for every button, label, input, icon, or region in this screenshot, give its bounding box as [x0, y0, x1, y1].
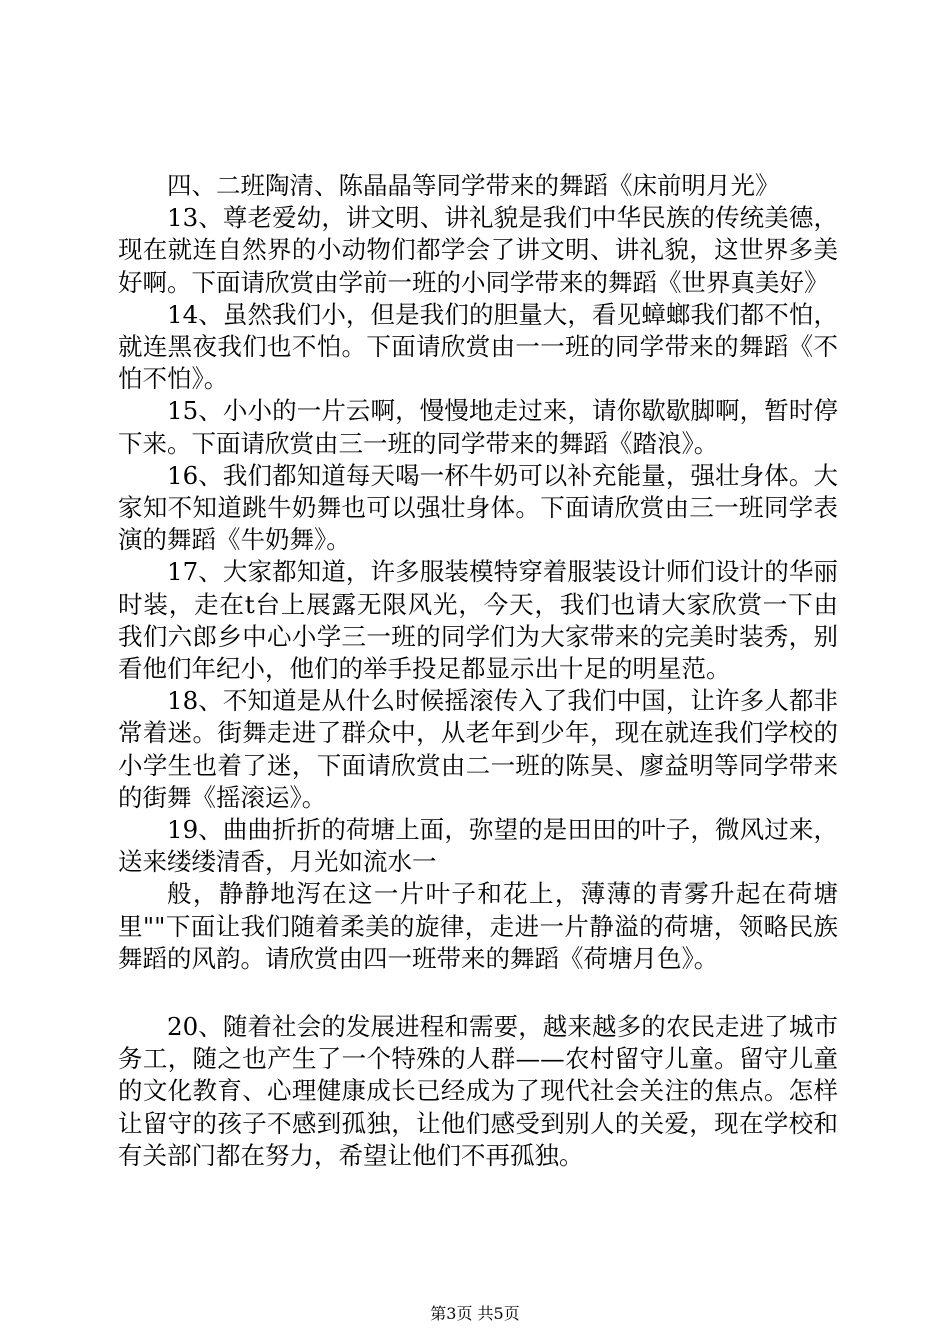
paragraph-15: 15、小小的一片云啊，慢慢地走过来，请你歇歇脚啊，暂时停下来。下面请欣赏由三一班的同学带来的舞蹈《踏浪》。 [118, 396, 838, 458]
paragraph-19-part1: 19、曲曲折折的荷塘上面，弥望的是田田的叶子，微风过来，送来缕缕清香，月光如流水一 [118, 815, 838, 877]
page-number-footer: 第3页 共5页 [430, 1304, 520, 1323]
paragraph-18: 18、不知道是从什么时候摇滚传入了我们中国，让许多人都非常着迷。街舞走进了群众中，从老年到少年，现在就连我们学校的小学生也着了迷，下面请欣赏由二一班的陈昊、廖益明等同学带来的街舞《摇滚运》。 [118, 686, 838, 812]
paragraph-dance-moonlight: 四、二班陶清、陈晶晶等同学带来的舞蹈《床前明月光》 [167, 171, 780, 200]
paragraph-16: 16、我们都知道每天喝一杯牛奶可以补充能量，强壮身体。大家知不知道跳牛奶舞也可以强壮身体。下面请欣赏由三一班同学表演的舞蹈《牛奶舞》。 [118, 460, 838, 555]
paragraph-14: 14、虽然我们小，但是我们的胆量大，看见蟑螂我们都不怕，就连黑夜我们也不怕。下面请欣赏由一一班的同学带来的舞蹈《不怕不怕》。 [118, 299, 838, 394]
paragraph-20: 20、随着社会的发展进程和需要，越来越多的农民走进了城市务工，随之也产生了一个特殊的人群——农村留守儿童。留守儿童的文化教育、心理健康成长已经成为了现代社会关注的焦点。怎样让留守的孩子不感到孤独，让他们感受到别人的关爱，现在学校和有关部门都在努力，希望让他们不再孤独。 [118, 1012, 838, 1170]
document-body [118, 170, 838, 1172]
paragraph-13: 13、尊老爱幼，讲文明、讲礼貌是我们中华民族的传统美德，现在就连自然界的小动物们都学会了讲文明、讲礼貌，这世界多美好啊。下面请欣赏由学前一班的小同学带来的舞蹈《世界真美好》 [118, 203, 838, 297]
paragraph-17: 17、大家都知道，许多服装模特穿着服装设计师们设计的华丽时装，走在t台上展露无限风光，今天，我们也请大家欣赏一下由我们六郎乡中心小学三一班的同学们为大家带来的完美时装秀，别看他们年纪小，他们的举手投足都显示出十足的明星范。 [118, 557, 838, 684]
paragraph-spacer [118, 975, 838, 1011]
paragraph-19-part2: 般，静静地泻在这一片叶子和花上，薄薄的青雾升起在荷塘里""下面让我们随着柔美的旋律，走进一片静溢的荷塘，领略民族舞蹈的风韵。请欣赏由四一班带来的舞蹈《荷塘月色》。 [118, 879, 838, 973]
